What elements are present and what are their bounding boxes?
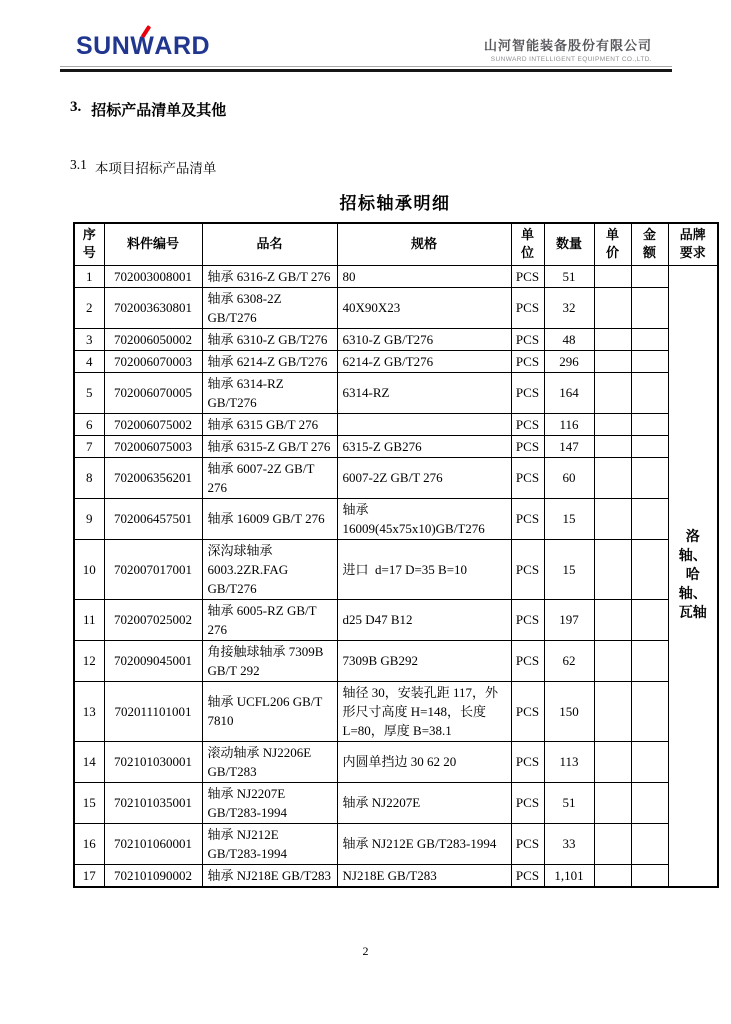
cell-unit-price xyxy=(594,681,631,741)
cell-quantity: 51 xyxy=(544,265,594,287)
subsection-title: 本项目招标产品清单 xyxy=(94,161,217,176)
cell-specification: 轴径 30，安装孔距 117，外形尺寸高度 H=148，长度 L=80，厚度 B=38.1 xyxy=(337,681,511,741)
cell-unit: PCS xyxy=(511,435,544,457)
cell-unit: PCS xyxy=(511,498,544,539)
cell-product-name: 角接触球轴承 7309B GB/T 292 xyxy=(202,640,337,681)
cell-part-number: 702006457501 xyxy=(104,498,202,539)
table-row xyxy=(74,599,718,640)
cell-serial-number: 17 xyxy=(74,864,104,887)
cell-serial-number: 3 xyxy=(74,328,104,350)
cell-unit: PCS xyxy=(511,681,544,741)
cell-unit-price xyxy=(594,413,631,435)
cell-part-number: 702006075003 xyxy=(104,435,202,457)
cell-product-name: 轴承 NJ218E GB/T283 xyxy=(202,864,337,887)
table-row xyxy=(74,741,718,782)
cell-specification xyxy=(337,413,511,435)
cell-quantity: 48 xyxy=(544,328,594,350)
column-header-6: 单价 xyxy=(594,223,631,265)
cell-part-number: 702101035001 xyxy=(104,782,202,823)
cell-part-number: 702009045001 xyxy=(104,640,202,681)
cell-amount xyxy=(631,681,668,741)
cell-amount xyxy=(631,498,668,539)
cell-unit: PCS xyxy=(511,599,544,640)
cell-product-name: 深沟球轴承 6003.2ZR.FAG GB/T276 xyxy=(202,539,337,599)
column-header-2: 品名 xyxy=(202,223,337,265)
cell-serial-number: 10 xyxy=(74,539,104,599)
cell-part-number: 702007025002 xyxy=(104,599,202,640)
cell-amount xyxy=(631,599,668,640)
cell-amount xyxy=(631,328,668,350)
cell-unit-price xyxy=(594,741,631,782)
table-row xyxy=(74,413,718,435)
cell-amount xyxy=(631,782,668,823)
cell-unit: PCS xyxy=(511,640,544,681)
column-header-4: 单位 xyxy=(511,223,544,265)
cell-amount xyxy=(631,265,668,287)
cell-quantity: 1,101 xyxy=(544,864,594,887)
cell-quantity: 62 xyxy=(544,640,594,681)
cell-specification: 80 xyxy=(337,265,511,287)
cell-part-number: 702101060001 xyxy=(104,823,202,864)
section-number: 3. xyxy=(70,99,82,115)
cell-specification: 6310-Z GB/T276 xyxy=(337,328,511,350)
cell-specification: 进口 d=17 D=35 B=10 xyxy=(337,539,511,599)
cell-product-name: 轴承 6316-Z GB/T 276 xyxy=(202,265,337,287)
cell-unit: PCS xyxy=(511,287,544,328)
cell-part-number: 702003630801 xyxy=(104,287,202,328)
cell-quantity: 113 xyxy=(544,741,594,782)
column-header-8: 品牌要求 xyxy=(668,223,718,265)
subsection-heading xyxy=(70,157,216,177)
cell-unit-price xyxy=(594,372,631,413)
table-row xyxy=(74,864,718,887)
cell-unit-price xyxy=(594,350,631,372)
cell-unit: PCS xyxy=(511,350,544,372)
cell-product-name: 轴承 6315 GB/T 276 xyxy=(202,413,337,435)
cell-unit-price xyxy=(594,640,631,681)
cell-serial-number: 9 xyxy=(74,498,104,539)
cell-unit: PCS xyxy=(511,457,544,498)
cell-specification: 轴承 NJ2207E xyxy=(337,782,511,823)
cell-specification: NJ218E GB/T283 xyxy=(337,864,511,887)
cell-product-name: 轴承 6310-Z GB/T276 xyxy=(202,328,337,350)
cell-unit: PCS xyxy=(511,328,544,350)
cell-unit: PCS xyxy=(511,372,544,413)
table-row xyxy=(74,372,718,413)
cell-product-name: 轴承 6315-Z GB/T 276 xyxy=(202,435,337,457)
cell-product-name: 轴承 UCFL206 GB/T 7810 xyxy=(202,681,337,741)
cell-specification: 6315-Z GB276 xyxy=(337,435,511,457)
cell-amount xyxy=(631,287,668,328)
cell-specification: 轴承 NJ212E GB/T283-1994 xyxy=(337,823,511,864)
cell-amount xyxy=(631,372,668,413)
cell-part-number: 702003008001 xyxy=(104,265,202,287)
cell-unit-price xyxy=(594,539,631,599)
column-header-0: 序号 xyxy=(74,223,104,265)
cell-product-name: 轴承 NJ212E GB/T283-1994 xyxy=(202,823,337,864)
column-header-1: 料件编号 xyxy=(104,223,202,265)
cell-specification: 6007-2Z GB/T 276 xyxy=(337,457,511,498)
cell-part-number: 702006050002 xyxy=(104,328,202,350)
column-header-7: 金额 xyxy=(631,223,668,265)
table-row xyxy=(74,498,718,539)
cell-unit-price xyxy=(594,287,631,328)
bearing-details-table xyxy=(73,222,719,888)
table-row xyxy=(74,265,718,287)
cell-part-number: 702007017001 xyxy=(104,539,202,599)
cell-product-name: 轴承 6308-2Z GB/T276 xyxy=(202,287,337,328)
cell-quantity: 116 xyxy=(544,413,594,435)
cell-quantity: 15 xyxy=(544,498,594,539)
cell-part-number: 702006075002 xyxy=(104,413,202,435)
cell-serial-number: 8 xyxy=(74,457,104,498)
column-header-5: 数量 xyxy=(544,223,594,265)
cell-serial-number: 11 xyxy=(74,599,104,640)
cell-unit: PCS xyxy=(511,741,544,782)
cell-unit: PCS xyxy=(511,539,544,599)
cell-quantity: 51 xyxy=(544,782,594,823)
column-header-3: 规格 xyxy=(337,223,511,265)
cell-specification: d25 D47 B12 xyxy=(337,599,511,640)
cell-specification: 7309B GB292 xyxy=(337,640,511,681)
page-number: 2 xyxy=(362,944,369,958)
table-row xyxy=(74,328,718,350)
table-row xyxy=(74,823,718,864)
cell-quantity: 197 xyxy=(544,599,594,640)
logo-letter-w: W xyxy=(130,32,154,61)
section-title: 招标产品清单及其他 xyxy=(91,103,227,119)
table-row xyxy=(74,287,718,328)
cell-quantity: 296 xyxy=(544,350,594,372)
cell-part-number: 702011101001 xyxy=(104,681,202,741)
cell-specification: 40X90X23 xyxy=(337,287,511,328)
cell-part-number: 702101030001 xyxy=(104,741,202,782)
cell-serial-number: 14 xyxy=(74,741,104,782)
company-name-block xyxy=(484,35,652,63)
cell-serial-number: 12 xyxy=(74,640,104,681)
cell-amount xyxy=(631,413,668,435)
company-name-en: SUNWARD INTELLIGENT EQUIPMENT CO.,LTD. xyxy=(490,56,652,63)
cell-unit-price xyxy=(594,457,631,498)
cell-unit: PCS xyxy=(511,413,544,435)
cell-serial-number: 16 xyxy=(74,823,104,864)
logo-text-left: SUN xyxy=(76,32,131,60)
cell-product-name: 轴承 16009 GB/T 276 xyxy=(202,498,337,539)
cell-specification: 6214-Z GB/T276 xyxy=(337,350,511,372)
table-row xyxy=(74,681,718,741)
header-divider-thick-line xyxy=(60,69,672,72)
cell-serial-number: 4 xyxy=(74,350,104,372)
cell-serial-number: 7 xyxy=(74,435,104,457)
cell-amount xyxy=(631,640,668,681)
cell-part-number: 702006070005 xyxy=(104,372,202,413)
table-row xyxy=(74,539,718,599)
cell-amount xyxy=(631,457,668,498)
cell-serial-number: 5 xyxy=(74,372,104,413)
cell-amount xyxy=(631,435,668,457)
cell-unit-price xyxy=(594,328,631,350)
cell-unit-price xyxy=(594,498,631,539)
cell-product-name: 轴承 6214-Z GB/T276 xyxy=(202,350,337,372)
cell-specification: 内圆单挡边 30 62 20 xyxy=(337,741,511,782)
cell-specification: 6314-RZ xyxy=(337,372,511,413)
cell-serial-number: 1 xyxy=(74,265,104,287)
cell-unit-price xyxy=(594,265,631,287)
cell-unit-price xyxy=(594,599,631,640)
cell-serial-number: 13 xyxy=(74,681,104,741)
cell-serial-number: 6 xyxy=(74,413,104,435)
cell-unit-price xyxy=(594,864,631,887)
cell-part-number: 702101090002 xyxy=(104,864,202,887)
cell-amount xyxy=(631,823,668,864)
table-row xyxy=(74,782,718,823)
cell-part-number: 702006070003 xyxy=(104,350,202,372)
cell-unit: PCS xyxy=(511,864,544,887)
table-row xyxy=(74,435,718,457)
table-header-row xyxy=(74,223,718,265)
cell-quantity: 32 xyxy=(544,287,594,328)
section-heading xyxy=(70,99,226,120)
cell-unit: PCS xyxy=(511,782,544,823)
subsection-number: 3.1 xyxy=(70,157,87,172)
cell-part-number: 702006356201 xyxy=(104,457,202,498)
cell-quantity: 164 xyxy=(544,372,594,413)
cell-product-name: 轴承 NJ2207E GB/T283-1994 xyxy=(202,782,337,823)
cell-quantity: 147 xyxy=(544,435,594,457)
cell-product-name: 轴承 6314-RZ GB/T276 xyxy=(202,372,337,413)
table-body xyxy=(74,265,718,887)
cell-product-name: 滚动轴承 NJ2206E GB/T283 xyxy=(202,741,337,782)
brand-requirement-cell: 洛轴、哈轴、瓦轴 xyxy=(668,265,718,887)
header-divider-thin-line xyxy=(60,66,672,67)
cell-unit: PCS xyxy=(511,823,544,864)
cell-serial-number: 2 xyxy=(74,287,104,328)
cell-quantity: 15 xyxy=(544,539,594,599)
cell-amount xyxy=(631,350,668,372)
table-title: 招标轴承明细 xyxy=(339,194,451,213)
table-row xyxy=(74,457,718,498)
company-name-cn: 山河智能装备股份有限公司 xyxy=(483,38,652,53)
cell-quantity: 150 xyxy=(544,681,594,741)
cell-amount xyxy=(631,741,668,782)
cell-unit-price xyxy=(594,823,631,864)
cell-amount xyxy=(631,539,668,599)
cell-product-name: 轴承 6005-RZ GB/T 276 xyxy=(202,599,337,640)
cell-unit: PCS xyxy=(511,265,544,287)
table-row xyxy=(74,640,718,681)
cell-unit-price xyxy=(594,782,631,823)
cell-quantity: 60 xyxy=(544,457,594,498)
cell-unit-price xyxy=(594,435,631,457)
cell-amount xyxy=(631,864,668,887)
cell-specification: 轴承 16009(45x75x10)GB/T276 xyxy=(337,498,511,539)
cell-quantity: 33 xyxy=(544,823,594,864)
header-divider xyxy=(60,66,672,72)
table-row xyxy=(74,350,718,372)
logo-text-right: ARD xyxy=(154,32,211,60)
sunward-logo xyxy=(76,32,210,61)
cell-product-name: 轴承 6007-2Z GB/T 276 xyxy=(202,457,337,498)
cell-serial-number: 15 xyxy=(74,782,104,823)
